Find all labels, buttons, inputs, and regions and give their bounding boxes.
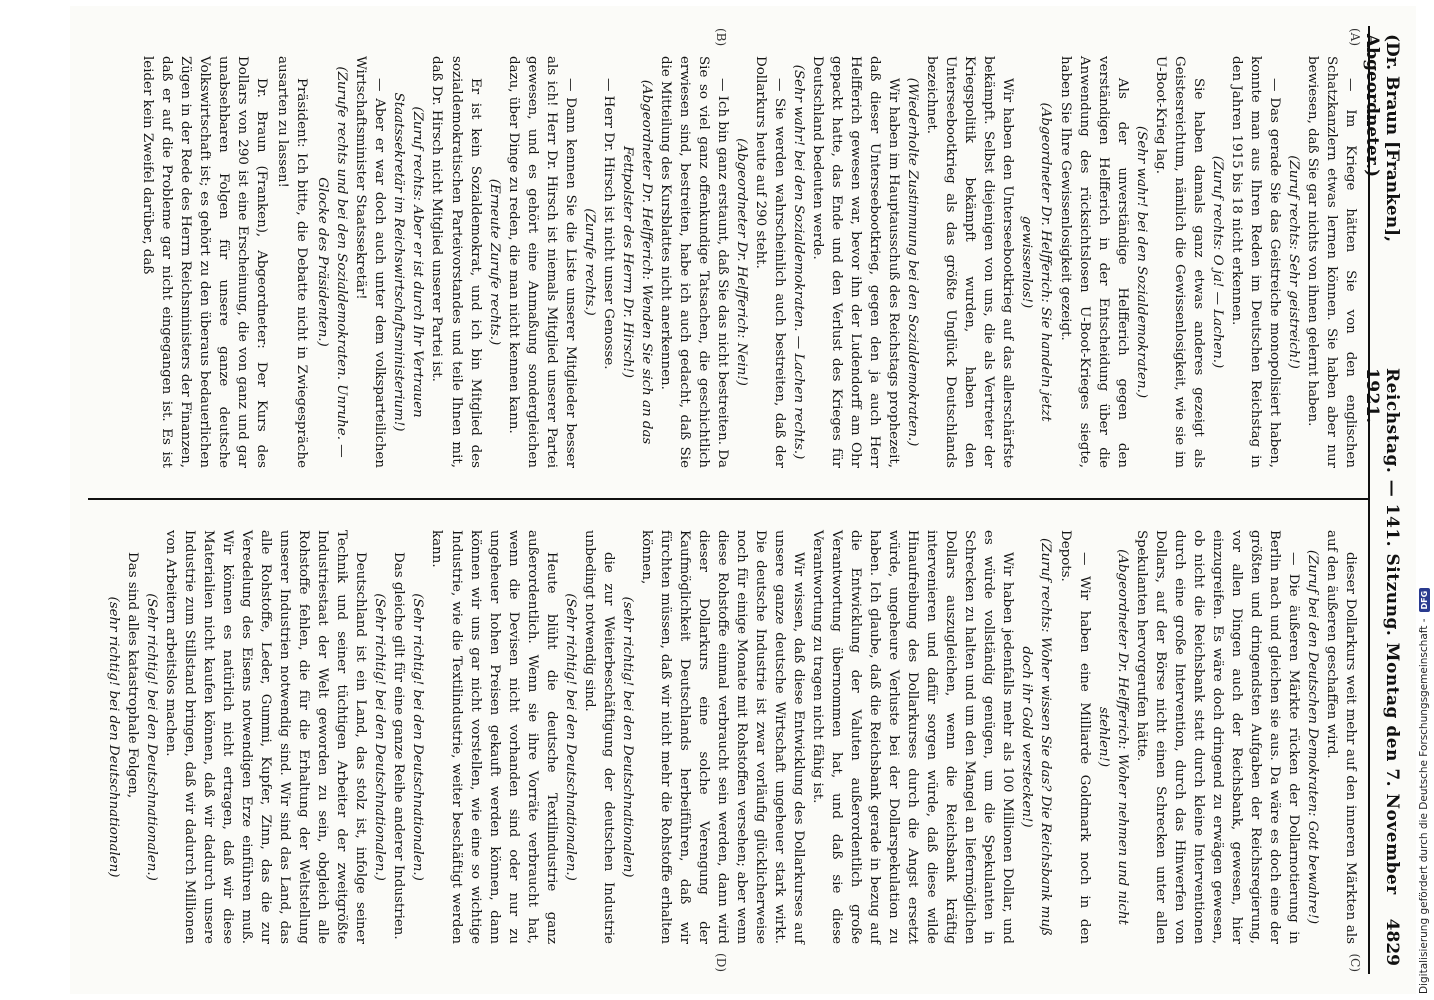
margin-marker-b: (B) [714,28,728,47]
paragraph: Als der unverständige Helfferich gegen den verständigen Helfferich in der Entscheidung über die Anwendung des rücksichtslosen U-Boot-Krieges siegte, haben Sie Ihre Gewissenlosigkeit gezeigt. [1057,56,1130,468]
header-speaker: (Dr. Braun [Franken], Abgeordneter.) [1362,34,1402,243]
interjection: (Zuruf rechts: Woher wissen Sie das? Die Reichsbank muß doch ihr Gold verstecken!) [1019,537,1054,937]
interjection: (Zuruf bei den Deutschen Demokraten: Gott bewahre!) [1304,549,1320,925]
interjection: (Sehr wahr! bei den Sozialdemokraten. — Lachen rechts.) [791,64,807,460]
paragraph: — Im Kriege hätten Sie von den englischen Schatzkanzlern etwas lernen können. Sie haben aber nur bewiesen, daß Sie gar nichts von ihnen gelernt haben. [1304,56,1358,468]
paragraph: — Die äußeren Märkte rücken der Dollarnotierung in Berlin nach und gleichen sie aus. Da wäre es doch eine der größten und dringendsten Aufgaben der Reichsregierung, vor allen Dingen auch der Reichsbank, gewesen, hier einzugreifen. Es wäre doch dringend zu erwägen gewesen, ob nicht die Reichsbank statt durch kleine Interventionen durch eine große Intervention, durch das Hinwerfen von Dollars, auf der Börse nicht einen Schrecken unter allen Spekulanten hervorgerufen hätte. [1133,530,1301,944]
paragraph: Heute blüht die deutsche Textilindustrie ganz außerordentlich. Wenn sie ihre Vorräte verbraucht hat, wenn die Devisen nicht vorhanden sind oder nur zu ungeheuer hohen Preisen gekauft werden können, dann können wir uns gar nicht vorstellen, wie eine so wichtige Industrie, wie die Textilindustrie, weiter beschäftigt werden kann. [429,530,559,944]
paragraph: Wir haben jedenfalls mehr als 100 Millionen Dollar, und es würde vollständig genügen, um die Spekulanten in Schrecken zu halten und um den Mangel an liefermöglichen Dollars auszugleichen, wenn die Reichsbank kräftig intervenieren und dafür sorgen würde, daß diese wilde Hinaufreibung des Dollarkurses durch die Angst ersetzt würde, ungeheure Verluste bei der Dollarspekulation zu haben. Ich glaube, daß die Reichsbank gerade in bezug auf die Entwicklung der Valuten außerordentlich große Verantwortung übernommen hat, und daß sie diese Verantwortung zu tragen nicht fähig ist. [810,530,1016,944]
paragraph: Wir haben den Unterseebootkrieg auf das allerschärfste bekämpft. Selbst diejenigen von uns, die als Vertreter der Kriegspolitik bekämpft wurden, haben den Unterseebootkrieg als das größte Unglück Deutschlands bezeichnet. [924,56,1016,468]
interjection: (Erneute Zurufe rechts.) [486,178,502,346]
page-header [1362,26,1402,974]
interjection: (Sehr richtig! bei den Deutschnationalen.) [410,593,426,881]
header-title: Reichstag. — 141. Sitzung. Montag den 7. November 1921. [1362,367,1402,895]
interjection: (Sehr richtig! bei den Deutschnationalen.) [144,593,160,881]
digitization-credit [1416,6,1434,994]
interjection: (Abgeordneter Dr. Helfferich: Woher nehmen und nicht stehlen!) [1095,549,1130,925]
speaker-paragraph: Präsident: Ich bitte, die Debatte nicht in Zwiegespräche ausarten zu lassen! [275,56,310,468]
interjection: (Abgeordneter Dr. Helfferich: Wenden Sie sich an das Fettpolster des Herrn Dr. Hirsch!) [619,79,654,445]
speaker-paragraph: Dr. Braun (Franken), Abgeordneter: Der Kurs des Dollars von 290 ist eine Erscheinung, die von ganz und gar unabsehbaren Folgen für unsere ganze deutsche Volkswirtschaft ist; es gehört zu den überaus bedauerlichen Zügen in der Rede des Herrn Reichsministers der Finanzen, daß er auf die Probleme gar nicht eingegangen ist. Es ist leider kein Zweifel darüber, daß [140,56,270,468]
paragraph: — Das gerade Sie das Geistreiche monopolisiert haben, konnte man aus Ihren Reden im Deutschen Reichstag in den Jahren 1915 bis 18 nicht erkennen. [1228,56,1282,468]
interjection: (Wiederholte Zustimmung bei den Sozialdemokraten.) [905,77,921,447]
paragraph: die zur Weiterbeschäftigung der deutschen Industrie unbedingt notwendig sind. [581,530,616,944]
text-columns [88,26,1368,974]
interjection: (Sehr richtig! bei den Deutschnationalen.) [562,593,578,881]
paragraph: Er ist kein Sozialdemokrat, und ich bin Mitglied des sozialdemokratischen Parteivorstandes und teile Ihnen mit, daß Dr. Hirsch nicht Mitglied unserer Partei ist. [429,56,483,468]
interjection: (Sehr richtig! bei den Deutschnationalen.) [372,593,388,881]
interjection: (Zuruf rechts: O ja! — Lachen.) [1209,155,1225,369]
interjection: (Abgeordneter Dr. Helfferich: Sie handeln jetzt gewissenlos!) [1019,102,1054,422]
dfg-logo: DFG [1419,588,1430,613]
paragraph: — Sie werden wahrscheinlich auch bestreiten, daß der Dollarkurs heute auf 290 steht. [753,56,788,468]
margin-marker-c: (C) [1348,953,1362,972]
interjection: (sehr richtig! bei den Deutschnationalen) [105,596,121,878]
right-column [88,500,1368,974]
interjection: (Zurufe rechts.) [581,208,597,316]
interjection: (Zurufe rechts und bei den Sozialdemokraten. Unruhe. — Glocke des Präsidenten.) [315,66,350,458]
paragraph: — Dann kennen Sie die Liste unserer Mitglieder besser als ich! Herr Dr. Hirsch ist niemals Mitglied unserer Partei gewesen, und es gehört eine Anmaßung sondergleichen dazu, über Dinge zu reden, die man nicht kennen kann. [505,56,578,468]
interjection: (sehr richtig! bei den Deutschnationalen) [619,596,635,878]
paragraph: — Wir haben eine Milliarde Goldmark noch in den Depots. [1057,530,1092,944]
margin-marker-d: (D) [714,953,728,972]
left-column [88,26,1368,500]
credit-text: Digitalisierung gefördert durch die Deutsche Forschungsgemeinschaft - [1418,618,1430,994]
interjection: (Abgeordneter Dr. Helfferich: Nein!) [734,138,749,386]
interjection: (Zuruf rechts: Aber er ist durch Ihr Vertrauen Staatssekretär im Reichswirtschaftsministerium!) [391,92,426,432]
interjection: (Zuruf rechts: Sehr geistreich!) [1285,155,1301,369]
paragraph: Deutschland ist ein Land, das stolz ist, infolge seiner Technik und seiner tüchtigen Arbeiter der zweitgrößte Industriestaat der Welt geworden zu sein, obgleich alle Rohstoffe fehlen, die für die Erhaltung der Weltstellung unserer Industrien notwendig sind. Wir sind das Land, das alle Rohstoffe, Leder, Gummi, Kupfer, Zinn, das die zur Veredelung des Eisens notwendigen Erze einführen muß. Wir können es natürlich nicht ertragen, daß wir diese Materialien nicht kaufen können, daß wir dadurch unsere Industrie zum Stillstand bringen, daß wir dadurch Millionen von Arbeitern arbeitslos machen. [163,530,369,944]
page-number: 4829 [1382,918,1402,966]
interjection: (Sehr wahr! bei den Sozialdemokraten.) [1133,125,1149,399]
margin-marker-a: (A) [1348,28,1362,47]
paragraph: Das sind alles katastrophale Folgen, [125,552,140,799]
paragraph: — Ich bin ganz erstaunt, daß Sie das nicht bestreiten. Da Sie so viel ganz offenkundige Tatsachen, die geschichtlich erwiesen sind, bestreiten, habe ich auch gedacht, daß Sie die Mitteilung des Kursblattes nicht anerkennen. [657,56,730,468]
paragraph: dieser Dollarkurs weit mehr auf den inneren Märkten als auf den äußeren geschaffen wird. [1323,530,1358,944]
paragraph: Wir haben im Hauptausschuß des Reichstags prophezeit, daß dieser Unterseebootkrieg, gegen den ja auch Herr Helfferich gewesen war, bevor ihn der Ludendorff am Ohr gepackt hatte, das Ende und den Verlust des Krieges für Deutschland bedeuten werde. [810,56,902,468]
paragraph: Wir wissen, daß diese Entwicklung des Dollarkurses auf unsere ganze deutsche Wirtschaft ungeheuer stark wirkt. Die deutsche Industrie ist zwar vorläufig glücklicherweise noch für einige Monate mit Rohstoffen versehen; aber wenn diese Rohstoffe einmal verbraucht sein werden, dann wird dieser Dollarkurs eine solche Verengung der Kaufmöglichkeit Deutschlands herbeiführen, daß wir fürchten müssen, daß wir nicht mehr die Rohstoffe erhalten können, [638,530,807,944]
paragraph: — Aber er war doch auch unter dem volksparteilichen Wirtschaftsminister Staatssekretär! [353,56,388,468]
paragraph: Das gleiche gilt für eine ganze Reihe anderer Industrien. [391,552,407,940]
paragraph: Sie haben damals ganz etwas anderes gezeigt als Geistesreichtum, nämlich die Gewissenlosigkeit, wie sie im U-Boot-Krieg lag. [1152,56,1206,468]
paragraph: — Herr Dr. Hirsch ist nicht unser Genosse. [600,78,616,370]
scanned-page [70,6,1416,994]
